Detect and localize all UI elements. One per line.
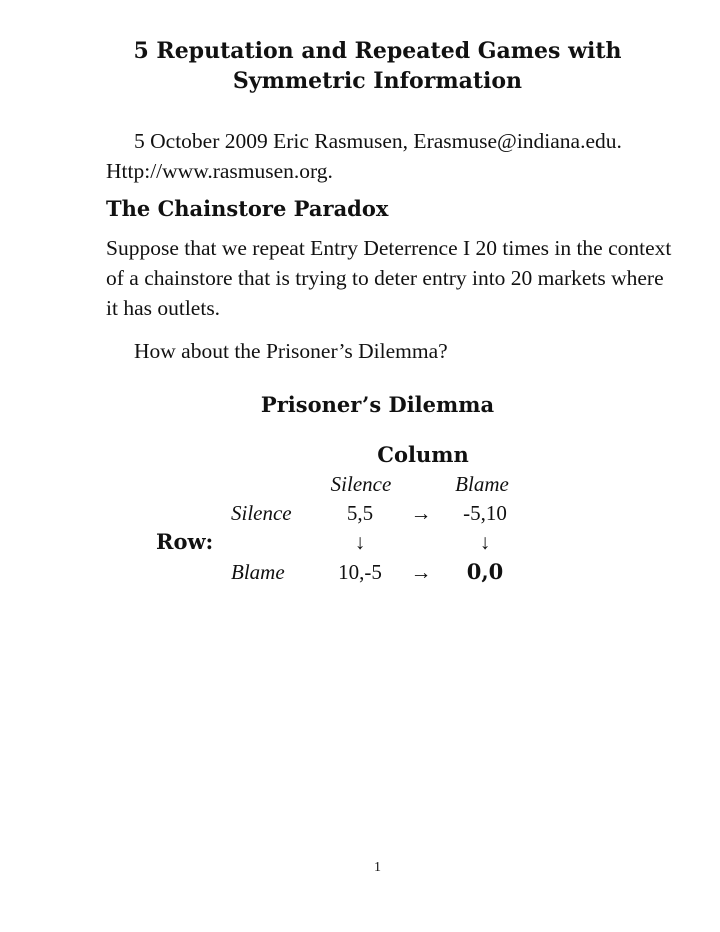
row-player-label: Row: (156, 529, 214, 554)
meta-line-1: 5 October 2009 Eric Rasmusen, Erasmuse@indiana.edu. (134, 129, 622, 153)
paragraph-chainstore: Suppose that we repeat Entry Deterrence I 20 times in the context of a chainstore that is trying to deter entry into 20 markets where it has outlets. (106, 236, 672, 320)
arrow-right-icon: → (410, 501, 432, 525)
row-strategy-silence: Silence (231, 501, 292, 525)
title-line-1: 5 Reputation and Repeated Games with (133, 38, 622, 64)
column-player-label: Column (377, 442, 469, 467)
column-strategy-silence: Silence (330, 472, 392, 496)
title-line-2: Symmetric Information (232, 68, 523, 94)
row-strategy-blame: Blame (231, 560, 285, 584)
page-number: 1 (374, 860, 381, 875)
arrow-down-icon: ↓ (354, 530, 366, 554)
payoff-silence-silence: 5,5 (346, 501, 374, 525)
payoff-blame-blame: 0,0 (466, 559, 504, 584)
payoff-blame-silence: 10,-5 (338, 560, 382, 584)
meta-line-2: Http://www.rasmusen.org. (106, 159, 333, 183)
page-title (0, 36, 720, 96)
author-meta (106, 126, 686, 186)
arrow-down-icon: ↓ (479, 530, 491, 554)
section-heading: The Chainstore Paradox (106, 196, 389, 221)
column-strategy-blame: Blame (455, 472, 509, 496)
arrow-right-icon: → (410, 560, 432, 584)
paragraph-question: How about the Prisoner’s Dilemma? (134, 339, 448, 363)
payoff-silence-blame: -5,10 (463, 501, 507, 525)
table-title: Prisoner’s Dilemma (260, 392, 495, 417)
